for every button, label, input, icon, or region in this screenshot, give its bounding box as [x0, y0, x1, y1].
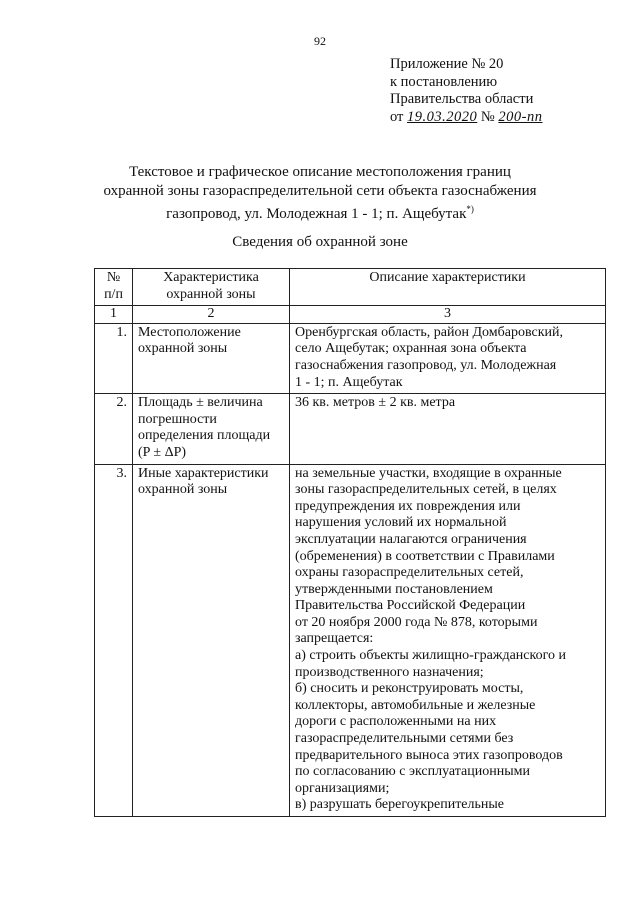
description-line: газоснабжения газопровод, ул. Молодежная — [295, 357, 557, 373]
column-number-2: 2 — [133, 306, 290, 324]
handwritten-date: 19.03.2020 — [407, 108, 478, 125]
description-line: охраны газораспределительных сетей, — [295, 565, 524, 581]
description-line: нарушения условий их нормальной — [295, 515, 507, 531]
header-characteristic-line-2: охранной зоны — [166, 286, 256, 302]
characteristic-line: Площадь ± величина — [138, 395, 263, 411]
appendix-title: Приложение № 20 — [390, 56, 504, 72]
description-line: а) строить объекты жилищно-гражданского и — [295, 648, 566, 664]
header-characteristic-line-1: Характеристика — [163, 270, 259, 285]
header-number — [95, 269, 133, 306]
description-line: 1 - 1; п. Ащебутак — [295, 374, 403, 390]
description-line: б) сносить и реконструировать мосты, — [295, 681, 524, 697]
row-number: 1. — [95, 323, 133, 393]
page-number: 92 — [314, 34, 326, 48]
description-line: (обременения) в соответствии с Правилами — [295, 548, 555, 564]
description-line: дороги с расположенными на них — [295, 714, 497, 730]
description-line: предварительного выноса этих газопроводов — [295, 747, 563, 763]
number-label: № — [480, 108, 495, 125]
description-line: Правительства Российской Федерации — [295, 598, 526, 614]
row-number: 2. — [95, 394, 133, 464]
row-characteristic — [133, 464, 290, 816]
header-number-line-1: № — [106, 270, 121, 285]
characteristic-line: погрешности — [138, 411, 217, 427]
description-line: газораспределительными сетями без — [295, 731, 514, 747]
description-line: от 20 ноября 2000 года № 878, которыми — [295, 614, 538, 630]
characteristic-line: Местоположение — [138, 324, 241, 340]
title-line-3 — [0, 200, 640, 224]
table-row — [95, 464, 606, 816]
row-description — [290, 464, 606, 816]
title-line-3-text: газопровод, ул. Молодежная 1 - 1; п. Ащебутак — [166, 206, 467, 222]
characteristic-line: (P ± ΔP) — [138, 444, 187, 460]
characteristic-line: охранной зоны — [138, 482, 228, 498]
section-subtitle: Сведения об охранной зоне — [232, 234, 408, 250]
document-title — [0, 163, 640, 224]
row-description — [290, 394, 606, 464]
description-line: на земельные участки, входящие в охранные — [295, 465, 562, 481]
characteristic-line: определения площади — [138, 428, 271, 444]
description-line: запрещается: — [295, 631, 374, 647]
description-line: село Ащебутак; охранная зона объекта — [295, 341, 527, 357]
table-row — [95, 394, 606, 464]
title-line-1: Текстовое и графическое описание местоположения границ — [129, 164, 511, 180]
characteristic-line: охранной зоны — [138, 341, 228, 357]
description-line: эксплуатации налагаются ограничения — [295, 531, 527, 547]
row-number: 3. — [95, 464, 133, 816]
description-line: в) разрушать берегоукрепительные — [295, 797, 505, 813]
title-line-2: охранной зоны газораспределительной сети объекта газоснабжения — [103, 182, 537, 199]
header-number-line-2: п/п — [104, 286, 123, 302]
from-label: от — [390, 108, 404, 125]
description-line: зоны газораспределительных сетей, в целях — [295, 482, 557, 498]
description-line: коллекторы, автомобильные и железные — [295, 697, 536, 713]
appendix-date-line — [390, 109, 542, 127]
appendix-header — [390, 56, 542, 126]
table-row — [95, 323, 606, 393]
description-line: 36 кв. метров ± 2 кв. метра — [295, 395, 456, 411]
row-characteristic — [133, 394, 290, 464]
description-line: по согласованию с эксплуатационными — [295, 764, 530, 780]
description-line: организациями; — [295, 780, 390, 796]
row-description — [290, 323, 606, 393]
description-line: производственного назначения; — [295, 664, 484, 680]
column-number-1: 1 — [95, 306, 133, 324]
appendix-reference: к постановлению — [390, 73, 498, 90]
appendix-authority: Правительства области — [390, 91, 534, 107]
footnote-mark: *) — [466, 204, 474, 214]
header-description: Описание характеристики — [290, 269, 606, 306]
description-line: предупреждения их повреждения или — [295, 498, 521, 514]
characteristic-line: Иные характеристики — [138, 465, 269, 481]
protection-zone-table — [94, 268, 606, 817]
column-number-row — [95, 306, 606, 324]
description-line: Оренбургская область, район Домбаровский, — [295, 324, 564, 340]
table-header-row — [95, 269, 606, 306]
handwritten-number: 200-пп — [498, 108, 543, 125]
column-number-3: 3 — [290, 306, 606, 324]
description-line: утвержденными постановлением — [295, 581, 493, 597]
header-characteristic — [133, 269, 290, 306]
row-characteristic — [133, 323, 290, 393]
